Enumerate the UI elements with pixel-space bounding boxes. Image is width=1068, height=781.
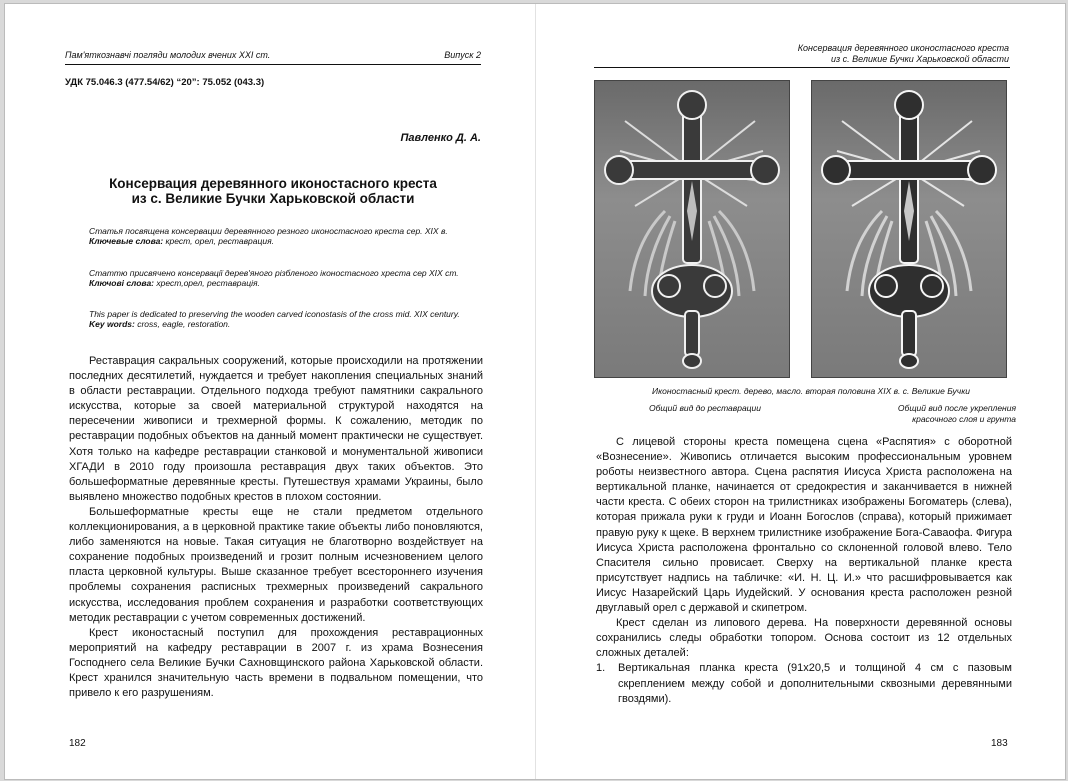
keywords-ua-value: хрест,орел, реставрація. [154, 278, 260, 289]
keywords-ru-label: Ключевые слова: [89, 236, 164, 247]
running-head-issue: Випуск 2 [444, 50, 481, 60]
sub-caption-after-line-1: Общий вид после укрепления [897, 403, 1016, 413]
page-number-right: 183 [991, 738, 1008, 749]
header-rule [594, 67, 1010, 68]
article-title [65, 176, 481, 206]
list-item-text: Вертикальная планка креста (91х20,5 и толщиной 4 см с пазовым скреплением между собой и дополнительными сквозными деревянными гвоздями). [618, 662, 1012, 705]
keywords-en-label: Key words: [89, 319, 135, 330]
keywords-ua [89, 278, 469, 288]
keywords-en [89, 319, 469, 329]
abstract-en-text: This paper is dedicated to preserving the wooden carved iconostasis of the cross mid. XIX century. [89, 309, 460, 319]
list-number: 1. [596, 662, 606, 675]
header-rule [65, 64, 481, 65]
abstract-en [89, 309, 469, 329]
running-head-line-1: Консервация деревянного иконостасного креста [797, 43, 1009, 53]
keywords-ua-label: Ключові слова: [89, 278, 155, 289]
paragraph: Крест сделан из липового дерева. На поверхности деревянной основы сохранились следы обработки топором. Основа состоит из 12 отдельных сложных деталей: [596, 617, 1012, 660]
page-number-left: 182 [69, 738, 86, 749]
abstract-ua-text: Статтю присвячено консервації дерев'яного різбленого іконостасного хреста сер XIX ст. [89, 268, 459, 278]
title-line-2: из с. Великие Бучки Харьковской области [131, 191, 415, 206]
figure-caption: Иконостасный крест. дерево, масло. вторая половина XIX в. с. Великие Бучки [652, 386, 970, 396]
abstract-ru [89, 226, 469, 246]
cross-photo-after [812, 81, 1006, 377]
sub-caption-after-line-2: красочного слоя и грунта [912, 414, 1016, 424]
paragraph: Большеформатные кресты еще не стали предметом отдельного коллекционирования, а в церковной практике такие объекты либо поновляются, либо заменяются на новые. Такая ситуация не благотворно воздействует на сохранение подобных произведений и грозит полным исчезновением целого пласта церковной культуры. Выше сказанное требует всестороннего изучения проблемы сохранения расписных трехмерных произведений сакрального искусства, исследования проблем сохранения и разработки соответствующих методик реставрации с учетом современных достижений. [69, 505, 483, 624]
keywords-ru [89, 236, 469, 246]
paragraph: Крест иконостасный поступил для прохождения реставрационных мероприятий на кафедру реставрации в 2007 г. из храма Вознесения Господнего села Великие Бучки Сахновщинского района Харьковской области. Крест хранился значительную часть времени в подвальном помещении, что привело к его разрушениям. [69, 626, 483, 700]
abstract-ru-text: Статья посвящена консервации деревянного резного иконостасного креста сер. XIX в. [89, 226, 448, 236]
left-page [5, 4, 535, 779]
list-item [596, 661, 1012, 706]
running-head-left [65, 50, 481, 60]
running-head-right [798, 43, 1009, 64]
author: Павленко Д. А. [400, 132, 481, 144]
running-head-line-2: из с. Великие Бучки Харьковской области [830, 53, 1009, 64]
body-text-right [596, 435, 1012, 707]
sub-caption-after [836, 403, 1016, 425]
sub-caption-before: Общий вид до реставрации [649, 403, 761, 413]
right-page [536, 4, 1065, 779]
udc-code: УДК 75.046.3 (477.54/62) “20”: 75.052 (043.3) [65, 77, 265, 88]
photo-before-restoration [594, 80, 790, 378]
abstract-ua [89, 268, 469, 288]
book-spread [4, 3, 1066, 780]
running-head-journal: Пам'яткознавчі погляди молодих вчених XXI ст. [65, 50, 271, 60]
title-line-1: Консервация деревянного иконостасного креста [109, 176, 437, 191]
cross-photo-before [595, 81, 789, 377]
paragraph: С лицевой стороны креста помещена сцена «Распятия» с оборотной «Вознесение». Живопись отличается высоким профессиональным уровнем роботы неизвестного автора. Сцена распятия Иисуса Христа расположена на вертикальной планке, начинается от средокрестия и заканчивается в нижней части креста. С обеих сторон на трилистниках изображены Богоматерь (слева), которая прижала руки к груди и Иоанн Богослов (справа), который прижимает правую руку к щеке. В верхнем трилистнике изображение Бога-Саваофа. Фигура Иисуса Христа расположена фронтально со склоненной головой влево. Тело Спасителя сильно провисает. Сверху на вертикальной планке креста присутствует надпись на табличке: «И. Н. Ц. И.» что расшифровывается как Иисус Назарейский Царь Иудейский. У основания креста расположен резной двуглавый орел с державой и скипетром. [596, 436, 1012, 615]
keywords-en-value: cross, eagle, restoration. [134, 319, 231, 330]
paragraph: Реставрация сакральных сооружений, которые происходили на протяжении последних десятилетий, нуждается и требует накопления специальных знаний в области реставрации. Отдельного подхода требуют памятники сакрального искусства, которые за своей материальной структурой находятся на пересечении живописи и трехмерной формы. К сожалению, методик по реставрации подобных объектов на данный момент практически не существует. Хотя только на кафедре реставрации станковой и монументальной живописи ХГАДИ в 2010 году произошла реставрация двух таких объектов. Это большеформатные деревянные кресты. Путешествуя храмами Украины, было выявлено множество подобных крестов в плохом состоянии. [69, 355, 483, 503]
photo-after-strengthening [811, 80, 1007, 378]
keywords-ru-value: крест, орел, реставрация. [163, 236, 274, 247]
body-text-left [69, 354, 483, 701]
